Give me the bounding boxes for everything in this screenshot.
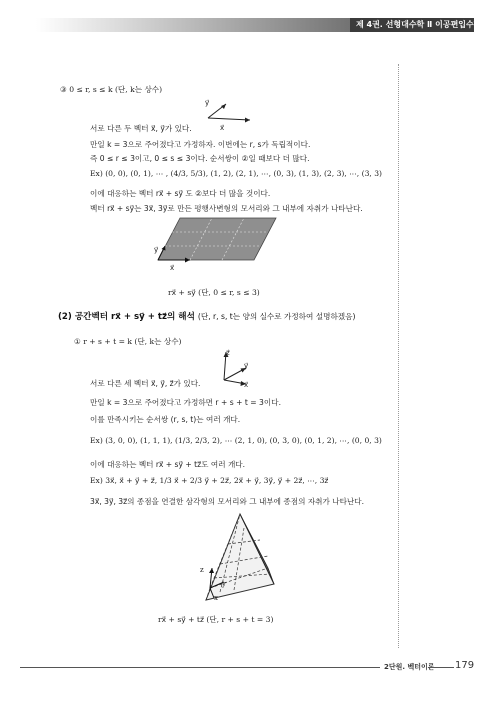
sec1-p5: 벡터 rx⃗ + sy⃗는 3x⃗, 3y⃗로 만든 평행사변형의 모서리와 그 내부에 자취가 나타난다. <box>90 204 363 213</box>
sec1-fig-label-y: y⃗ <box>154 246 159 254</box>
sec2-p5: 3x⃗, 3y⃗, 3z⃗의 종점을 연결한 삼각형의 모서리와 그 내부에 종점의 자취가 나타난다. <box>90 497 364 506</box>
sec2-caption: rx⃗ + sy⃗ + tz⃗ (단, r + s + t = 3) <box>158 615 274 624</box>
sec1-item: ③ 0 ≤ r, s ≤ k (단, k는 상수) <box>60 85 163 94</box>
sec2-heading <box>58 310 355 322</box>
header-title: 제 4권. 선형대수학 Ⅱ 이공편입수학 <box>356 20 482 29</box>
sec2-item: ① r + s + t = k (단, k는 상수) <box>74 337 182 346</box>
sec2-p4: 이에 대응하는 벡터 rx⃗ + sy⃗ + tz⃗도 여러 개다. <box>90 460 246 469</box>
footer-rule <box>20 667 380 668</box>
sec2-vector-diagram <box>214 346 264 390</box>
sec2-fig-label-x: x <box>214 594 218 602</box>
margin-dotted-line <box>398 64 399 648</box>
sec1-p3: 즉 0 ≤ r ≤ 3이고, 0 ≤ s ≤ 3이다. 순서쌍이 ②일 때보다 더 많다. <box>90 154 310 163</box>
sec1-caption: rx⃗ + sy⃗ (단, 0 ≤ r, s ≤ 3) <box>168 288 260 297</box>
sec1-label-x: x⃗ <box>220 124 225 132</box>
sec1-p1: 서로 다른 두 벡터 x⃗, y⃗가 있다. <box>90 124 192 133</box>
sec2-fig-label-z: z <box>200 566 204 574</box>
sec1-ex: Ex) (0, 0), (0, 1), ⋯ , (4/3, 5/3), (1, 2), (2, 1), ⋯, (0, 3), (1, 3), (2, 3), ⋯, (3, 3) <box>90 169 383 178</box>
sec2-p2: 만일 k = 3으로 주어졌다고 가정하면 r + s + t = 3이다. <box>90 398 281 407</box>
sec1-fig-label-x: x⃗ <box>170 264 175 272</box>
sec2-heading-sub: (단, r, s, t는 양의 실수로 가정하여 설명하겠음) <box>197 312 356 321</box>
sec2-triangle-figure <box>180 508 300 608</box>
page-number: 179 <box>455 660 475 671</box>
sec2-heading-num: (2) <box>58 312 72 322</box>
sec2-label-z: z⃗ <box>226 349 230 357</box>
footer-chapter: 2단원. 벡터이론 <box>384 663 435 671</box>
sec2-ex2: Ex) 3x⃗, x⃗ + y⃗ + z⃗, 1/3 x⃗ + 2/3 y⃗ + 2z⃗, 2x⃗ + y⃗, 3y⃗, y⃗ + 2z⃗, ⋯, 3z⃗ <box>90 476 329 485</box>
sec2-label-x: x⃗ <box>244 381 249 389</box>
sec2-p3: 이를 만족시키는 순서쌍 (r, s, t)는 여러 개다. <box>90 415 241 424</box>
sec2-ex1: Ex) (3, 0, 0), (1, 1, 1), (1/3, 2/3, 2), ⋯ (2, 1, 0), (0, 3, 0), (0, 1, 2), ⋯, (0, 0, 3) <box>90 436 382 445</box>
sec2-heading-main: 공간벡터 rx⃗ + sy⃗ + tz⃗의 해석 <box>74 312 195 322</box>
footer-rule-short <box>428 667 454 668</box>
sec1-label-y: y⃗ <box>205 99 210 107</box>
sec2-label-y: y⃗ <box>244 362 249 370</box>
sec2-p1: 서로 다른 세 벡터 x⃗, y⃗, z⃗가 있다. <box>90 379 201 388</box>
sec2-fig-label-y: y <box>222 580 226 588</box>
sec1-p4: 이에 대응하는 벡터 rx⃗ + sy⃗ 도 ②보다 더 많을 것이다. <box>90 189 271 198</box>
sec1-p2: 만일 k = 3으로 주어졌다고 가정하자. 이번에는 r, s가 독립적이다. <box>90 140 311 149</box>
